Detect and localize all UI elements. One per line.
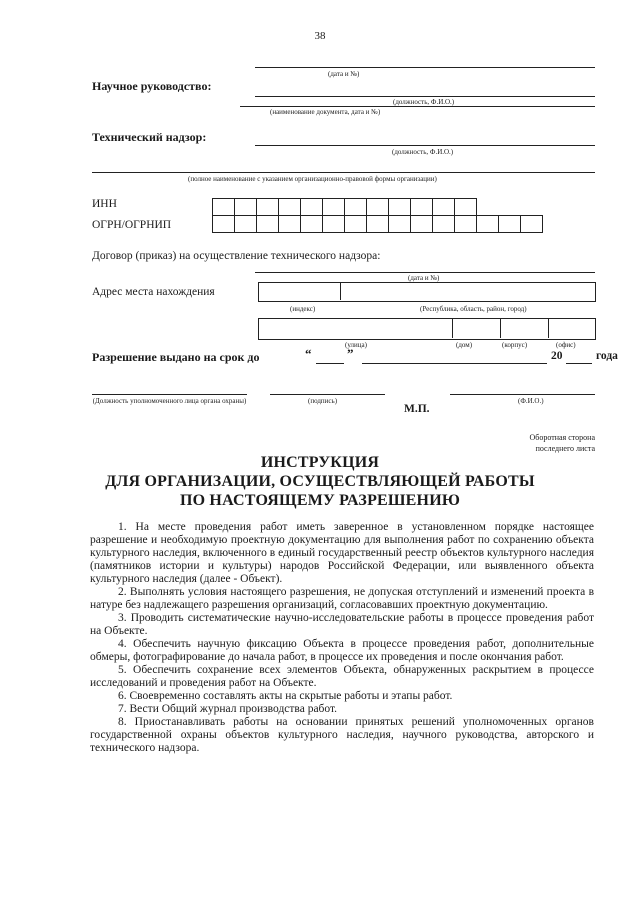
ogrn-label: ОГРН/ОГРНИП bbox=[92, 219, 172, 231]
instruction-title-line-2: ДЛЯ ОРГАНИЗАЦИИ, ОСУЩЕСТВЛЯЮЩЕЙ РАБОТЫ bbox=[105, 473, 535, 490]
address-box-2-divider-c bbox=[548, 318, 549, 338]
fio-line bbox=[450, 394, 595, 395]
instruction-item: 1. На месте проведения работ иметь заверенное в установленном порядке настоящее разрешение и необходимую проектную документацию для выполнения работ по сохранению объекта культурного наследия, включенного в единый государственный реестр объектов культурного наследия (памятников истории и культуры) народов Российской Федерации, или выявленного объекта культурного наследия (далее - Объект). bbox=[90, 521, 594, 585]
sci-lead-label: Научное руководство: bbox=[92, 79, 212, 93]
tech-position-hint: (должность, Ф.И.О.) bbox=[392, 148, 454, 156]
address-box-2-divider-b bbox=[500, 318, 501, 338]
sci-lead-doc-hint: (наименование документа, дата и №) bbox=[270, 108, 381, 116]
address-region-hint: (Республика, область, район, город) bbox=[420, 305, 527, 313]
top-date-hint: (дата и №) bbox=[328, 70, 360, 78]
address-box-1-divider bbox=[340, 282, 341, 300]
address-box-2 bbox=[258, 318, 596, 340]
instructions-list bbox=[90, 521, 594, 755]
official-line bbox=[92, 394, 247, 395]
address-building-hint: (корпус) bbox=[502, 341, 528, 349]
address-house-hint: (дом) bbox=[456, 341, 473, 349]
sign-hint: (подпись) bbox=[308, 397, 338, 405]
page-number: 38 bbox=[314, 30, 326, 42]
instruction-item: 2. Выполнять условия настоящего разрешения, не допуская отступлений и изменений проекта в натуре без надлежащего разрешения организаций, согласовавших проектную документацию. bbox=[90, 586, 594, 611]
address-office-hint: (офис) bbox=[556, 341, 576, 349]
inn-label: ИНН bbox=[92, 198, 117, 210]
permit-label: Разрешение выдано на срок до bbox=[92, 350, 260, 364]
contract-date-hint: (дата и №) bbox=[408, 274, 440, 282]
tech-org-hint: (полное наименование с указанием организационно-правовой формы организации) bbox=[188, 175, 437, 183]
tech-supervision-line bbox=[255, 145, 595, 146]
instruction-title-line-3: ПО НАСТОЯЩЕМУ РАЗРЕШЕНИЮ bbox=[179, 492, 461, 509]
permit-day-line bbox=[316, 363, 344, 364]
instruction-title-line-1: ИНСТРУКЦИЯ bbox=[260, 454, 380, 471]
contract-label: Договор (приказ) на осуществление технического надзора: bbox=[92, 250, 381, 262]
reverse-note: Оборотная сторона последнего листа bbox=[529, 433, 595, 453]
stamp-label: М.П. bbox=[404, 403, 430, 415]
address-label: Адрес места нахождения bbox=[92, 286, 215, 298]
instruction-item: 6. Своевременно составлять акты на скрытые работы и этапы работ. bbox=[118, 690, 453, 702]
sci-lead-position-hint: (должность, Ф.И.О.) bbox=[393, 98, 455, 106]
top-date-line bbox=[255, 67, 595, 68]
fio-hint: (Ф.И.О.) bbox=[518, 397, 544, 405]
instruction-item: 3. Проводить систематические научно-исследовательские работы в процессе проведения работ на Объекте. bbox=[90, 612, 594, 637]
contract-line bbox=[255, 272, 595, 273]
permit-open-quote: “ bbox=[305, 346, 312, 361]
permit-year-suffix: года bbox=[596, 350, 618, 362]
sign-line bbox=[270, 394, 385, 395]
instruction-item: 8. Приостанавливать работы на основании принятых решений уполномоченных органов государственной охраны объектов культурного наследия, научного руководства, авторского и технического надзора. bbox=[90, 716, 594, 754]
permit-year-prefix: 20 bbox=[551, 350, 563, 362]
instruction-item: 4. Обеспечить научную фиксацию Объекта в процессе проведения работ, дополнительные обмеры, фотографирование до начала работ, в процессе их проведения и после окончания работ. bbox=[90, 638, 594, 663]
sci-lead-line bbox=[255, 96, 595, 97]
address-index-hint: (индекс) bbox=[290, 305, 316, 313]
address-box-1 bbox=[258, 282, 596, 302]
instruction-item: 5. Обеспечить сохранение всех элементов Объекта, обнаруженных раскрытием в процессе исследований и проведения работ на Объекте. bbox=[90, 664, 594, 689]
permit-month-line bbox=[362, 363, 547, 364]
official-hint: (Должность уполномоченного лица органа охраны) bbox=[92, 397, 247, 405]
sci-lead-doc-line bbox=[240, 106, 595, 107]
address-street-hint: (улица) bbox=[345, 341, 367, 349]
instruction-item: 7. Вести Общий журнал производства работ. bbox=[118, 703, 338, 715]
address-box-2-divider-a bbox=[452, 318, 453, 338]
tech-supervision-label: Технический надзор: bbox=[92, 130, 207, 144]
permit-year-line bbox=[566, 363, 592, 364]
ogrn-cells bbox=[212, 215, 543, 231]
inn-cells bbox=[212, 198, 477, 214]
permit-close-quote: ” bbox=[347, 346, 354, 361]
tech-org-line bbox=[92, 172, 595, 173]
